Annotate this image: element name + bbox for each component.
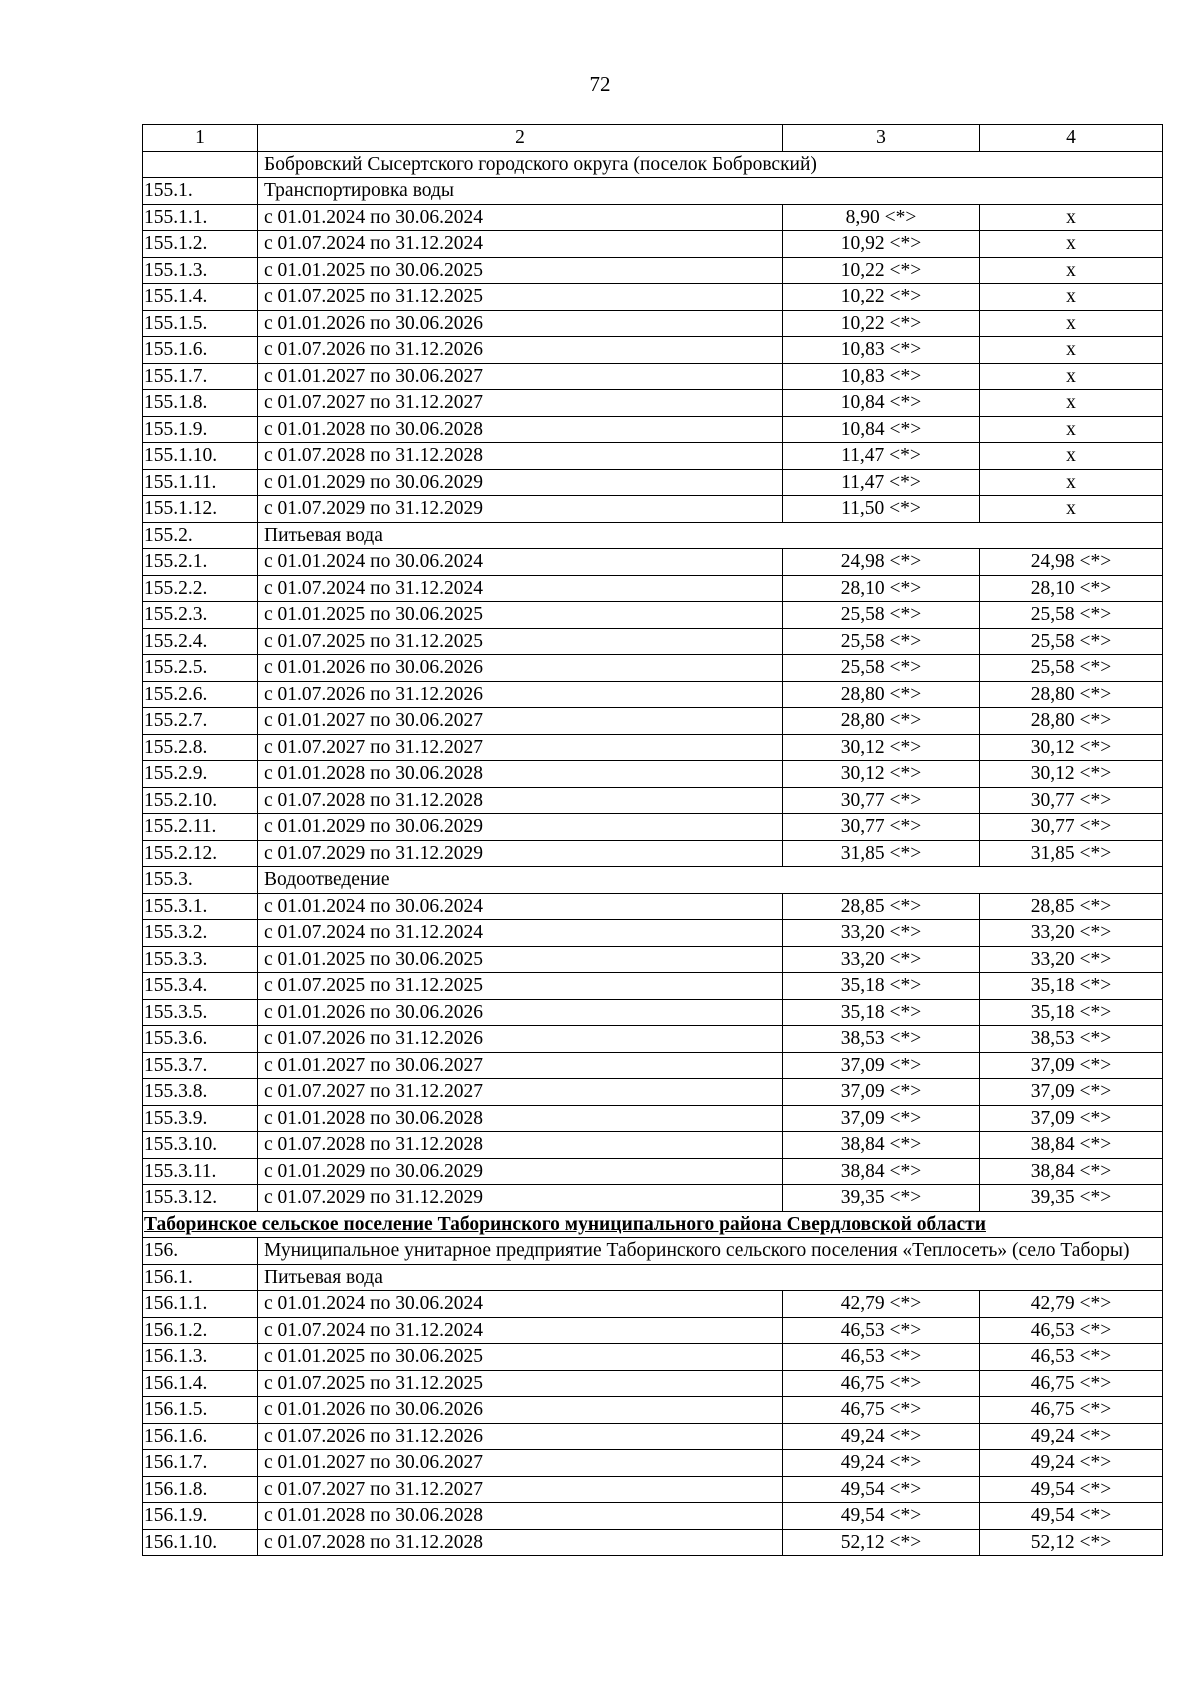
- value-col3: 10,83 <*>: [783, 363, 980, 390]
- value-col4: 49,54 <*>: [980, 1503, 1163, 1530]
- period-cell: с 01.07.2024 по 31.12.2024: [258, 1317, 783, 1344]
- tariff-row: [143, 469, 1163, 496]
- section-number: 155.2.: [143, 522, 258, 549]
- tariff-row: [143, 1158, 1163, 1185]
- value-col3: 10,22 <*>: [783, 284, 980, 311]
- tariff-row: [143, 231, 1163, 258]
- row-number: 155.1.10.: [143, 443, 258, 470]
- value-col3: 30,12 <*>: [783, 761, 980, 788]
- value-col4: 38,84 <*>: [980, 1158, 1163, 1185]
- section-number: 156.1.: [143, 1264, 258, 1291]
- period-cell: с 01.07.2024 по 31.12.2024: [258, 920, 783, 947]
- section-title: Муниципальное унитарное предприятие Таборинского сельского поселения «Теплосеть» (село Таборы): [258, 1238, 1163, 1265]
- tariff-row: [143, 1026, 1163, 1053]
- value-col3: 28,80 <*>: [783, 708, 980, 735]
- tariff-row: [143, 390, 1163, 417]
- column-header-3: 3: [783, 125, 980, 152]
- period-cell: с 01.01.2027 по 30.06.2027: [258, 708, 783, 735]
- value-col4: 24,98 <*>: [980, 549, 1163, 576]
- tariff-row: [143, 920, 1163, 947]
- value-col4: 33,20 <*>: [980, 920, 1163, 947]
- value-col3: 49,54 <*>: [783, 1503, 980, 1530]
- value-col4: 28,85 <*>: [980, 893, 1163, 920]
- value-col4: 25,58 <*>: [980, 655, 1163, 682]
- value-col3: 37,09 <*>: [783, 1079, 980, 1106]
- tariff-row: [143, 734, 1163, 761]
- tariff-row: [143, 337, 1163, 364]
- row-number: 155.3.1.: [143, 893, 258, 920]
- section-number: [143, 151, 258, 178]
- value-col3: 52,12 <*>: [783, 1529, 980, 1556]
- section-row: [143, 1238, 1163, 1265]
- row-number: 156.1.3.: [143, 1344, 258, 1371]
- tariff-row: [143, 1317, 1163, 1344]
- row-number: 155.3.7.: [143, 1052, 258, 1079]
- value-col3: 33,20 <*>: [783, 920, 980, 947]
- value-col4: 52,12 <*>: [980, 1529, 1163, 1556]
- period-cell: с 01.01.2029 по 30.06.2029: [258, 469, 783, 496]
- value-col3: 49,54 <*>: [783, 1476, 980, 1503]
- row-number: 155.2.2.: [143, 575, 258, 602]
- value-col3: 10,83 <*>: [783, 337, 980, 364]
- tariff-row: [143, 1529, 1163, 1556]
- section-number: 156.: [143, 1238, 258, 1265]
- section-title: Водоотведение: [258, 867, 1163, 894]
- value-col3: 31,85 <*>: [783, 840, 980, 867]
- value-col4: x: [980, 496, 1163, 523]
- value-col3: 30,77 <*>: [783, 787, 980, 814]
- tariff-row: [143, 628, 1163, 655]
- row-number: 155.3.3.: [143, 946, 258, 973]
- value-col4: 28,80 <*>: [980, 708, 1163, 735]
- period-cell: с 01.07.2026 по 31.12.2026: [258, 337, 783, 364]
- value-col4: 35,18 <*>: [980, 973, 1163, 1000]
- value-col4: 38,53 <*>: [980, 1026, 1163, 1053]
- tariff-row: [143, 1132, 1163, 1159]
- period-cell: с 01.07.2025 по 31.12.2025: [258, 1370, 783, 1397]
- value-col3: 25,58 <*>: [783, 628, 980, 655]
- period-cell: с 01.07.2027 по 31.12.2027: [258, 390, 783, 417]
- value-col4: 38,84 <*>: [980, 1132, 1163, 1159]
- region-title: Таборинское сельское поселение Таборинского муниципального района Свердловской области: [143, 1211, 1163, 1238]
- value-col3: 10,92 <*>: [783, 231, 980, 258]
- tariff-row: [143, 893, 1163, 920]
- period-cell: с 01.07.2028 по 31.12.2028: [258, 1132, 783, 1159]
- row-number: 155.2.5.: [143, 655, 258, 682]
- value-col3: 11,47 <*>: [783, 443, 980, 470]
- row-number: 155.2.7.: [143, 708, 258, 735]
- value-col4: x: [980, 257, 1163, 284]
- period-cell: с 01.01.2024 по 30.06.2024: [258, 549, 783, 576]
- value-col4: 46,75 <*>: [980, 1397, 1163, 1424]
- tariff-row: [143, 204, 1163, 231]
- tariff-row: [143, 1185, 1163, 1212]
- value-col4: 25,58 <*>: [980, 628, 1163, 655]
- row-number: 155.2.10.: [143, 787, 258, 814]
- value-col3: 37,09 <*>: [783, 1052, 980, 1079]
- value-col3: 38,84 <*>: [783, 1158, 980, 1185]
- period-cell: с 01.07.2028 по 31.12.2028: [258, 1529, 783, 1556]
- tariff-row: [143, 1370, 1163, 1397]
- value-col3: 10,22 <*>: [783, 257, 980, 284]
- header-row: [143, 125, 1163, 152]
- tariff-row: [143, 681, 1163, 708]
- row-number: 155.2.4.: [143, 628, 258, 655]
- row-number: 155.1.7.: [143, 363, 258, 390]
- period-cell: с 01.07.2025 по 31.12.2025: [258, 628, 783, 655]
- value-col4: 46,75 <*>: [980, 1370, 1163, 1397]
- value-col4: 35,18 <*>: [980, 999, 1163, 1026]
- value-col3: 10,84 <*>: [783, 390, 980, 417]
- period-cell: с 01.01.2029 по 30.06.2029: [258, 814, 783, 841]
- tariff-row: [143, 1291, 1163, 1318]
- section-number: 155.1.: [143, 178, 258, 205]
- row-number: 155.1.2.: [143, 231, 258, 258]
- value-col3: 46,75 <*>: [783, 1370, 980, 1397]
- value-col4: 42,79 <*>: [980, 1291, 1163, 1318]
- value-col3: 38,53 <*>: [783, 1026, 980, 1053]
- value-col3: 46,53 <*>: [783, 1317, 980, 1344]
- row-number: 155.1.4.: [143, 284, 258, 311]
- row-number: 155.1.6.: [143, 337, 258, 364]
- value-col4: 37,09 <*>: [980, 1052, 1163, 1079]
- tariff-row: [143, 496, 1163, 523]
- tariff-table: [142, 124, 1163, 1556]
- tariff-table-body: [143, 125, 1163, 1556]
- row-number: 155.3.5.: [143, 999, 258, 1026]
- value-col4: x: [980, 363, 1163, 390]
- row-number: 155.1.5.: [143, 310, 258, 337]
- period-cell: с 01.01.2026 по 30.06.2026: [258, 655, 783, 682]
- row-number: 155.1.11.: [143, 469, 258, 496]
- tariff-row: [143, 257, 1163, 284]
- value-col4: 28,80 <*>: [980, 681, 1163, 708]
- value-col3: 42,79 <*>: [783, 1291, 980, 1318]
- value-col3: 25,58 <*>: [783, 602, 980, 629]
- row-number: 155.2.11.: [143, 814, 258, 841]
- period-cell: с 01.01.2029 по 30.06.2029: [258, 1158, 783, 1185]
- value-col3: 35,18 <*>: [783, 973, 980, 1000]
- row-number: 155.2.12.: [143, 840, 258, 867]
- value-col4: 37,09 <*>: [980, 1105, 1163, 1132]
- tariff-row: [143, 1344, 1163, 1371]
- column-header-4: 4: [980, 125, 1163, 152]
- row-number: 156.1.2.: [143, 1317, 258, 1344]
- period-cell: с 01.07.2026 по 31.12.2026: [258, 1026, 783, 1053]
- period-cell: с 01.01.2027 по 30.06.2027: [258, 363, 783, 390]
- section-title: Питьевая вода: [258, 522, 1163, 549]
- value-col3: 39,35 <*>: [783, 1185, 980, 1212]
- value-col3: 30,77 <*>: [783, 814, 980, 841]
- value-col4: 30,12 <*>: [980, 734, 1163, 761]
- value-col4: 49,24 <*>: [980, 1450, 1163, 1477]
- value-col3: 49,24 <*>: [783, 1423, 980, 1450]
- value-col3: 24,98 <*>: [783, 549, 980, 576]
- page-number: 72: [589, 72, 611, 96]
- value-col4: 25,58 <*>: [980, 602, 1163, 629]
- value-col3: 30,12 <*>: [783, 734, 980, 761]
- row-number: 155.3.12.: [143, 1185, 258, 1212]
- period-cell: с 01.01.2028 по 30.06.2028: [258, 1105, 783, 1132]
- value-col3: 28,80 <*>: [783, 681, 980, 708]
- value-col4: 28,10 <*>: [980, 575, 1163, 602]
- row-number: 155.1.8.: [143, 390, 258, 417]
- tariff-row: [143, 946, 1163, 973]
- period-cell: с 01.07.2028 по 31.12.2028: [258, 443, 783, 470]
- tariff-row: [143, 1079, 1163, 1106]
- row-number: 155.3.8.: [143, 1079, 258, 1106]
- section-row: [143, 1264, 1163, 1291]
- section-row: [143, 522, 1163, 549]
- period-cell: с 01.07.2025 по 31.12.2025: [258, 973, 783, 1000]
- value-col4: x: [980, 337, 1163, 364]
- tariff-row: [143, 1052, 1163, 1079]
- period-cell: с 01.01.2026 по 30.06.2026: [258, 310, 783, 337]
- period-cell: с 01.07.2028 по 31.12.2028: [258, 787, 783, 814]
- period-cell: с 01.01.2028 по 30.06.2028: [258, 1503, 783, 1530]
- tariff-row: [143, 310, 1163, 337]
- period-cell: с 01.07.2027 по 31.12.2027: [258, 1079, 783, 1106]
- value-col4: 39,35 <*>: [980, 1185, 1163, 1212]
- period-cell: с 01.07.2027 по 31.12.2027: [258, 1476, 783, 1503]
- period-cell: с 01.01.2025 по 30.06.2025: [258, 602, 783, 629]
- value-col4: 31,85 <*>: [980, 840, 1163, 867]
- row-number: 155.3.9.: [143, 1105, 258, 1132]
- tariff-row: [143, 708, 1163, 735]
- period-cell: с 01.07.2026 по 31.12.2026: [258, 1423, 783, 1450]
- value-col3: 38,84 <*>: [783, 1132, 980, 1159]
- column-header-1: 1: [143, 125, 258, 152]
- row-number: 155.3.2.: [143, 920, 258, 947]
- row-number: 155.2.6.: [143, 681, 258, 708]
- tariff-row: [143, 575, 1163, 602]
- tariff-row: [143, 602, 1163, 629]
- value-col4: x: [980, 416, 1163, 443]
- value-col4: 30,77 <*>: [980, 787, 1163, 814]
- tariff-row: [143, 655, 1163, 682]
- row-number: 155.2.9.: [143, 761, 258, 788]
- region-row: [143, 1211, 1163, 1238]
- period-cell: с 01.07.2029 по 31.12.2029: [258, 840, 783, 867]
- tariff-row: [143, 999, 1163, 1026]
- period-cell: с 01.01.2028 по 30.06.2028: [258, 416, 783, 443]
- row-number: 156.1.8.: [143, 1476, 258, 1503]
- value-col3: 46,53 <*>: [783, 1344, 980, 1371]
- row-number: 156.1.1.: [143, 1291, 258, 1318]
- period-cell: с 01.01.2024 по 30.06.2024: [258, 893, 783, 920]
- row-number: 156.1.7.: [143, 1450, 258, 1477]
- value-col4: 46,53 <*>: [980, 1317, 1163, 1344]
- value-col3: 37,09 <*>: [783, 1105, 980, 1132]
- period-cell: с 01.07.2026 по 31.12.2026: [258, 681, 783, 708]
- row-number: 155.2.1.: [143, 549, 258, 576]
- row-number: 155.1.9.: [143, 416, 258, 443]
- value-col3: 10,22 <*>: [783, 310, 980, 337]
- value-col4: 49,24 <*>: [980, 1423, 1163, 1450]
- value-col3: 25,58 <*>: [783, 655, 980, 682]
- row-number: 155.1.3.: [143, 257, 258, 284]
- period-cell: с 01.01.2024 по 30.06.2024: [258, 1291, 783, 1318]
- row-number: 155.1.12.: [143, 496, 258, 523]
- row-number: 155.1.1.: [143, 204, 258, 231]
- value-col3: 8,90 <*>: [783, 204, 980, 231]
- tariff-row: [143, 1105, 1163, 1132]
- value-col3: 46,75 <*>: [783, 1397, 980, 1424]
- period-cell: с 01.07.2027 по 31.12.2027: [258, 734, 783, 761]
- period-cell: с 01.01.2028 по 30.06.2028: [258, 761, 783, 788]
- row-number: 156.1.6.: [143, 1423, 258, 1450]
- row-number: 155.2.3.: [143, 602, 258, 629]
- period-cell: с 01.01.2026 по 30.06.2026: [258, 1397, 783, 1424]
- section-title: Транспортировка воды: [258, 178, 1163, 205]
- tariff-row: [143, 549, 1163, 576]
- section-title: Бобровский Сысертского городского округа (поселок Бобровский): [258, 151, 1163, 178]
- tariff-row: [143, 284, 1163, 311]
- row-number: 155.3.11.: [143, 1158, 258, 1185]
- row-number: 156.1.5.: [143, 1397, 258, 1424]
- value-col3: 49,24 <*>: [783, 1450, 980, 1477]
- period-cell: с 01.01.2024 по 30.06.2024: [258, 204, 783, 231]
- period-cell: с 01.07.2024 по 31.12.2024: [258, 231, 783, 258]
- row-number: 155.3.10.: [143, 1132, 258, 1159]
- tariff-row: [143, 1450, 1163, 1477]
- tariff-row: [143, 787, 1163, 814]
- section-title: Питьевая вода: [258, 1264, 1163, 1291]
- value-col4: 49,54 <*>: [980, 1476, 1163, 1503]
- period-cell: с 01.07.2029 по 31.12.2029: [258, 1185, 783, 1212]
- value-col4: x: [980, 443, 1163, 470]
- period-cell: с 01.01.2027 по 30.06.2027: [258, 1450, 783, 1477]
- value-col4: x: [980, 231, 1163, 258]
- section-number: 155.3.: [143, 867, 258, 894]
- value-col4: x: [980, 310, 1163, 337]
- value-col3: 10,84 <*>: [783, 416, 980, 443]
- tariff-row: [143, 1397, 1163, 1424]
- row-number: 156.1.10.: [143, 1529, 258, 1556]
- period-cell: с 01.07.2029 по 31.12.2029: [258, 496, 783, 523]
- value-col3: 33,20 <*>: [783, 946, 980, 973]
- row-number: 156.1.9.: [143, 1503, 258, 1530]
- tariff-row: [143, 443, 1163, 470]
- value-col4: 33,20 <*>: [980, 946, 1163, 973]
- tariff-row: [143, 1423, 1163, 1450]
- value-col3: 35,18 <*>: [783, 999, 980, 1026]
- section-row: [143, 867, 1163, 894]
- value-col4: 30,77 <*>: [980, 814, 1163, 841]
- period-cell: с 01.01.2025 по 30.06.2025: [258, 1344, 783, 1371]
- section-row: [143, 151, 1163, 178]
- row-number: 155.2.8.: [143, 734, 258, 761]
- value-col3: 11,50 <*>: [783, 496, 980, 523]
- value-col3: 28,85 <*>: [783, 893, 980, 920]
- tariff-row: [143, 973, 1163, 1000]
- value-col4: x: [980, 469, 1163, 496]
- tariff-row: [143, 1476, 1163, 1503]
- period-cell: с 01.01.2025 по 30.06.2025: [258, 946, 783, 973]
- value-col4: 37,09 <*>: [980, 1079, 1163, 1106]
- tariff-row: [143, 814, 1163, 841]
- column-header-2: 2: [258, 125, 783, 152]
- value-col3: 28,10 <*>: [783, 575, 980, 602]
- period-cell: с 01.01.2025 по 30.06.2025: [258, 257, 783, 284]
- row-number: 155.3.6.: [143, 1026, 258, 1053]
- tariff-row: [143, 761, 1163, 788]
- tariff-row: [143, 840, 1163, 867]
- value-col3: 11,47 <*>: [783, 469, 980, 496]
- row-number: 156.1.4.: [143, 1370, 258, 1397]
- period-cell: с 01.01.2027 по 30.06.2027: [258, 1052, 783, 1079]
- section-row: [143, 178, 1163, 205]
- row-number: 155.3.4.: [143, 973, 258, 1000]
- period-cell: с 01.07.2024 по 31.12.2024: [258, 575, 783, 602]
- tariff-row: [143, 416, 1163, 443]
- tariff-row: [143, 1503, 1163, 1530]
- value-col4: x: [980, 390, 1163, 417]
- tariff-row: [143, 363, 1163, 390]
- value-col4: x: [980, 284, 1163, 311]
- period-cell: с 01.01.2026 по 30.06.2026: [258, 999, 783, 1026]
- value-col4: 46,53 <*>: [980, 1344, 1163, 1371]
- value-col4: x: [980, 204, 1163, 231]
- period-cell: с 01.07.2025 по 31.12.2025: [258, 284, 783, 311]
- value-col4: 30,12 <*>: [980, 761, 1163, 788]
